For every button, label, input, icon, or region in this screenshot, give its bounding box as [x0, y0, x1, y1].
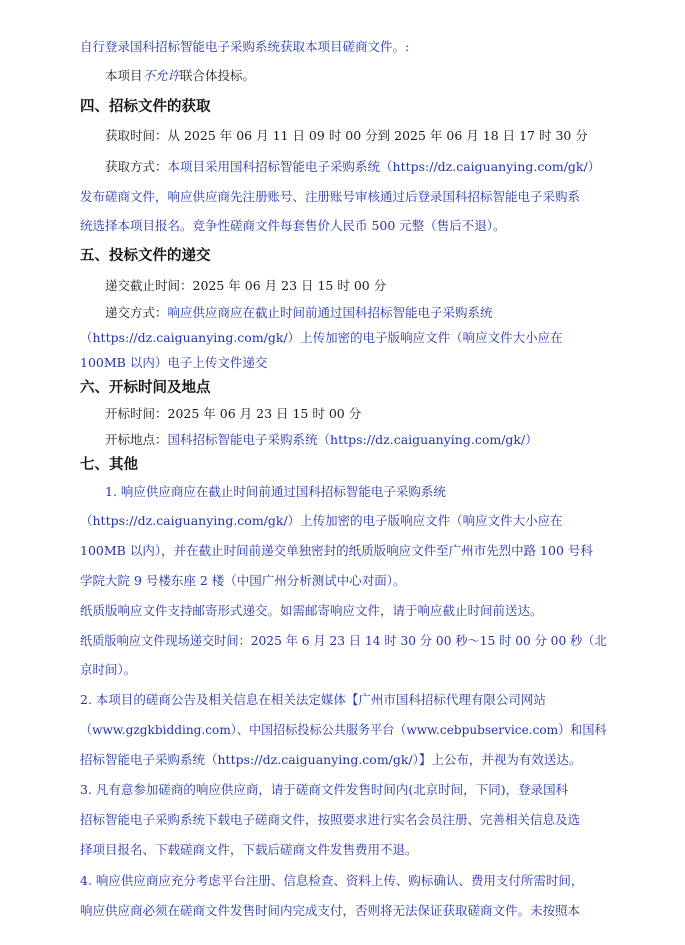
- text-line: 开标时间：2025 年 06 月 23 日 15 时 00 分: [105, 406, 362, 421]
- text-line: 1. 响应供应商应在截止时间前通过国科招标智能电子采购系统: [105, 484, 446, 499]
- text-line: [105, 68, 255, 84]
- text-line: 京时间）。: [80, 662, 137, 677]
- section-heading-5: 五、投标文件的递交: [80, 248, 211, 264]
- text-line: （www.gzgkbidding.com）、中国招标投标公共服务平台（www.cebpubservice.com）和国科: [80, 722, 607, 737]
- section-heading-7: 七、其他: [80, 457, 138, 473]
- section-heading-6: 六、开标时间及地点: [80, 380, 211, 396]
- text-span: 获取方式：: [105, 159, 168, 174]
- text-span-blue: 响应供应商应在截止时间前通过国科招标智能电子采购系统: [167, 305, 493, 320]
- text-line: 2. 本项目的磋商公告及相关信息在相关法定媒体【广州市国科招标代理有限公司网站: [80, 692, 546, 707]
- section-heading-4: 四、招标文件的获取: [80, 99, 211, 115]
- text-line: [105, 432, 538, 448]
- text-line: 纸质版响应文件现场递交时间：2025 年 6 月 23 日 14 时 30 分 00 秒～15 时 00 分 00 秒（北: [80, 633, 607, 648]
- text-span: 开标地点：: [105, 432, 168, 447]
- text-span: 联合体投标。: [180, 68, 256, 83]
- text-line: 3. 凡有意参加磋商的响应供应商，请于磋商文件发售时间内(北京时间，下同)，登录国科: [80, 782, 569, 797]
- text-line: 4. 响应供应商应充分考虑平台注册、信息检查、资料上传、购标确认、费用支付所需时间，: [80, 873, 584, 888]
- text-line: （https://dz.caiguanying.com/gk/）上传加密的电子版响应文件（响应文件大小应在: [80, 513, 563, 528]
- text-span-blue: 国科招标智能电子采购系统（https://dz.caiguanying.com/gk/）: [167, 432, 538, 447]
- text-line: 100MB 以内），并在截止时间前递交单独密封的纸质版响应文件至广州市先烈中路 100 号科: [80, 543, 593, 558]
- text-span-italic: 不允许: [142, 68, 181, 83]
- text-line: 自行登录国科招标智能电子采购系统获取本项目磋商文件。:: [80, 39, 410, 54]
- text-span: 本项目: [105, 68, 143, 83]
- text-line: 响应供应商必须在磋商文件发售时间内完成支付，否则将无法保证获取磋商文件。未按照本: [80, 903, 581, 918]
- text-line: 统选择本项目报名。竞争性磋商文件每套售价人民币 500 元整（售后不退）。: [80, 218, 506, 233]
- text-span-blue: 本项目采用国科招标智能电子采购系统（https://dz.caiguanying.com/gk/）: [167, 159, 601, 174]
- text-line: 纸质版响应文件支持邮寄形式递交。如需邮寄响应文件，请于响应截止时间前送达。: [80, 603, 543, 618]
- text-line: 递交截止时间：2025 年 06 月 23 日 15 时 00 分: [105, 278, 387, 293]
- text-line: 学院大院 9 号楼东座 2 楼（中国广州分析测试中心对面）。: [80, 573, 406, 588]
- text-line: [105, 305, 493, 321]
- text-line: （https://dz.caiguanying.com/gk/）上传加密的电子版响应文件（响应文件大小应在: [80, 330, 563, 345]
- text-line: 发布磋商文件，响应供应商先注册账号、注册账号审核通过后登录国科招标智能电子采购系: [80, 189, 581, 204]
- text-line: [105, 159, 600, 175]
- text-line: 获取时间：从 2025 年 06 月 11 日 09 时 00 分到 2025 年 06 月 18 日 17 时 30 分: [105, 128, 588, 143]
- text-line: 招标智能电子采购系统下载电子磋商文件，按照要求进行实名会员注册、完善相关信息及选: [80, 812, 581, 827]
- text-span: 递交方式：: [105, 305, 168, 320]
- text-line: 招标智能电子采购系统（https://dz.caiguanying.com/gk/）】上公布，并视为有效送达。: [80, 752, 582, 767]
- text-line: 100MB 以内）电子上传文件递交: [80, 355, 268, 370]
- text-line: 择项目报名、下载磋商文件，下载后磋商文件发售费用不退。: [80, 842, 418, 857]
